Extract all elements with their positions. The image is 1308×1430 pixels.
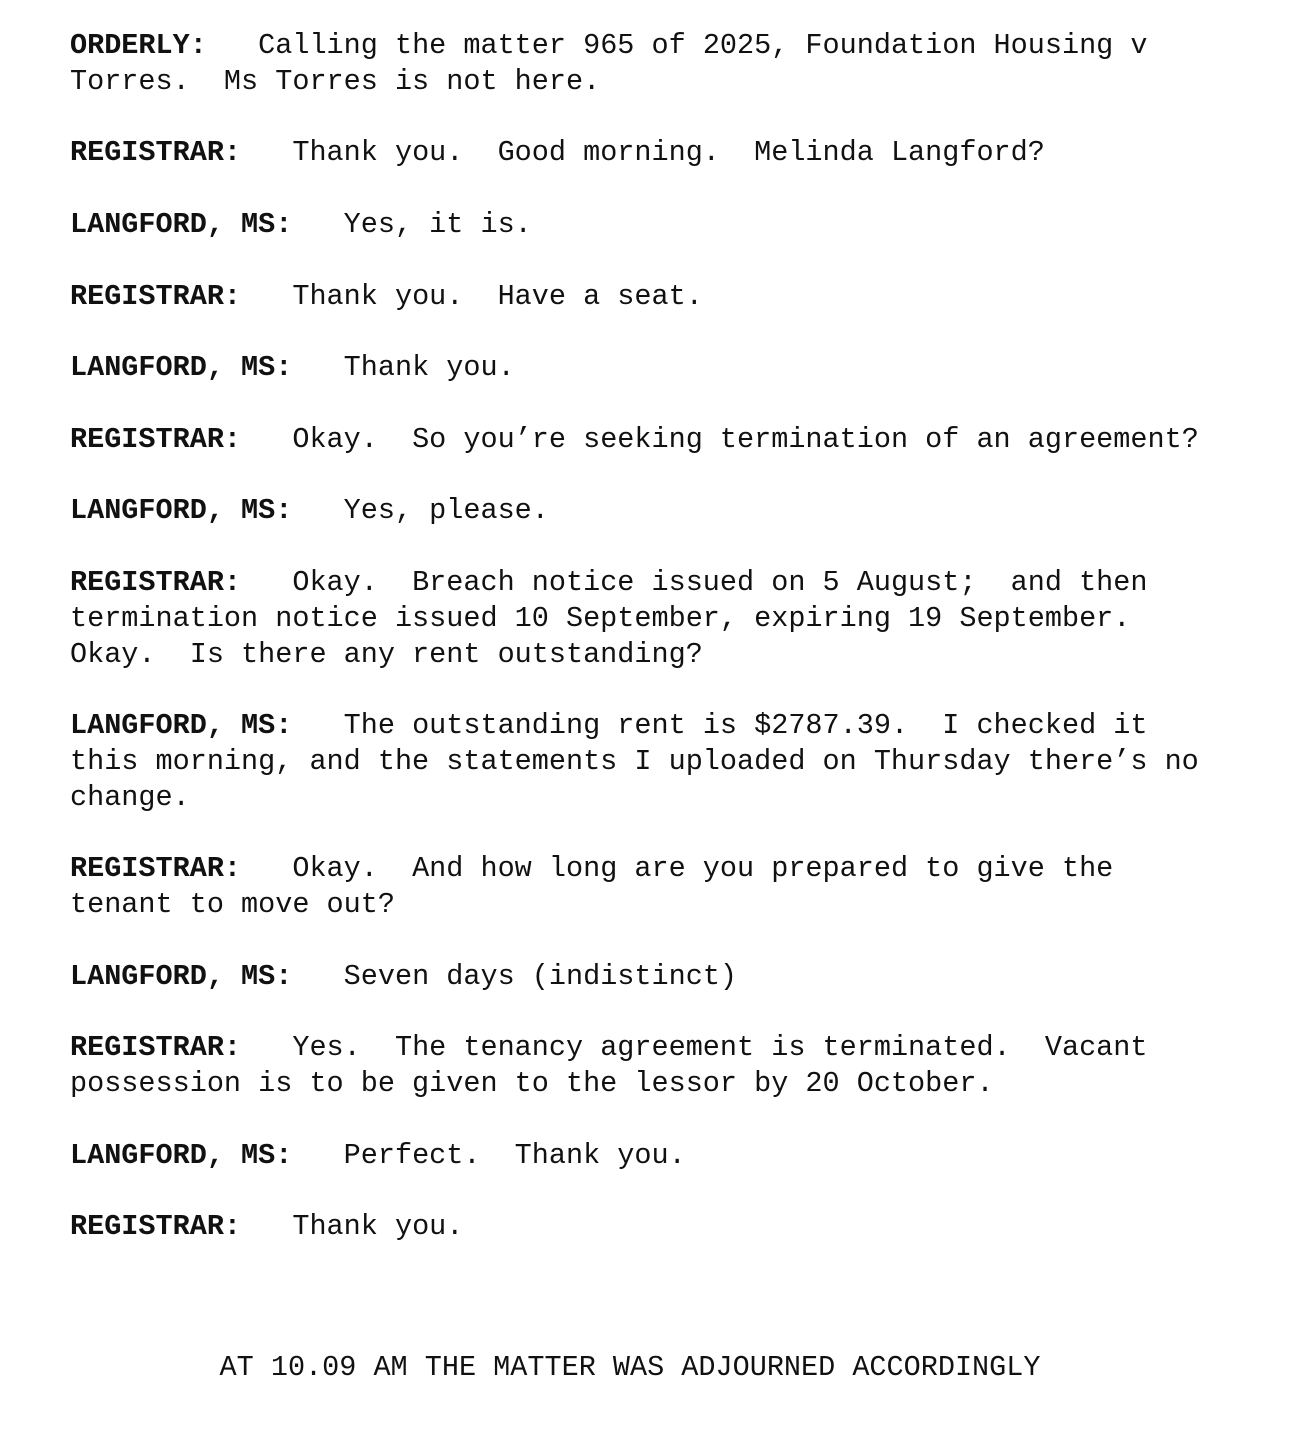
speaker-separator [241, 852, 292, 885]
utterance-text: Yes. The tenancy agreement is terminated. Vacant possession is to be given to the lessor by 20 October. [70, 1031, 1165, 1101]
utterance-text: Calling the matter 965 of 2025, Foundation Housing v Torres. Ms Torres is not here. [70, 29, 1165, 98]
speaker-separator [292, 960, 343, 993]
transcript-entry [70, 493, 1200, 529]
transcript-entry [70, 959, 1200, 995]
speaker-label: LANGFORD, MS: [70, 1138, 293, 1172]
speaker-separator [241, 423, 292, 456]
speaker-separator [292, 1139, 343, 1172]
speaker-separator [241, 1210, 292, 1243]
speaker-separator [292, 351, 343, 384]
speaker-label: REGISTRAR: [70, 279, 242, 313]
speaker-label: LANGFORD, MS: [70, 351, 293, 385]
speaker-label: REGISTRAR: [70, 422, 242, 456]
utterance-text: Perfect. Thank you. [343, 1138, 686, 1172]
transcript-entry [70, 1030, 1200, 1102]
speaker-separator [292, 208, 343, 241]
speaker-label: LANGFORD, MS: [70, 207, 293, 241]
speaker-separator [241, 280, 292, 313]
speaker-separator [241, 566, 292, 599]
utterance-text: Thank you. [343, 351, 515, 385]
speaker-separator [241, 136, 292, 169]
transcript-entry [70, 28, 1200, 100]
transcript-entry [70, 565, 1200, 672]
utterance-text: Thank you. Have a seat. [292, 279, 703, 313]
speaker-label: LANGFORD, MS: [70, 709, 293, 743]
transcript-entry [70, 851, 1200, 923]
speaker-label: REGISTRAR: [70, 136, 242, 170]
speaker-label: REGISTRAR: [70, 1031, 242, 1065]
utterance-text: Okay. Breach notice issued on 5 August; and then termination notice issued 10 September, expiring 19 September. Okay. Is there any rent outstanding? [70, 565, 1165, 671]
adjournment-note: AT 10.09 AM THE MATTER WAS ADJOURNED ACCORDINGLY [219, 1351, 1041, 1384]
utterance-text: Okay. And how long are you prepared to give the tenant to move out? [70, 852, 1131, 922]
speaker-separator [292, 709, 343, 742]
transcript-entry [70, 1138, 1200, 1174]
utterance-text: Yes, it is. [343, 207, 532, 241]
utterance-text: The outstanding rent is $2787.39. I checked it this morning, and the statements I uploaded on Thursday there’s no change. [70, 709, 1216, 814]
transcript-entry [70, 708, 1216, 815]
speaker-label: ORDERLY: [70, 29, 207, 62]
utterance-text: Okay. So you’re seeking termination of an agreement? [292, 422, 1199, 456]
utterance-text: Thank you. [292, 1210, 464, 1244]
speaker-separator [207, 29, 258, 62]
speaker-separator [292, 494, 343, 527]
transcript-entry [70, 207, 1200, 243]
utterance-text: Seven days (indistinct) [343, 959, 738, 993]
speaker-separator [241, 1031, 292, 1064]
transcript-entry [70, 350, 1200, 386]
utterance-text: Thank you. Good morning. Melinda Langford? [292, 136, 1045, 170]
utterance-text: Yes, please. [343, 494, 549, 528]
transcript-entry [70, 279, 1200, 315]
speaker-label: REGISTRAR: [70, 565, 242, 599]
speaker-label: REGISTRAR: [70, 1210, 242, 1244]
speaker-label: LANGFORD, MS: [70, 959, 293, 993]
transcript-entry [70, 135, 1200, 171]
transcript-entry [70, 422, 1200, 458]
transcript-body [70, 28, 1216, 1281]
speaker-label: REGISTRAR: [70, 852, 242, 886]
transcript-entry [70, 1209, 1200, 1245]
speaker-label: LANGFORD, MS: [70, 494, 293, 528]
